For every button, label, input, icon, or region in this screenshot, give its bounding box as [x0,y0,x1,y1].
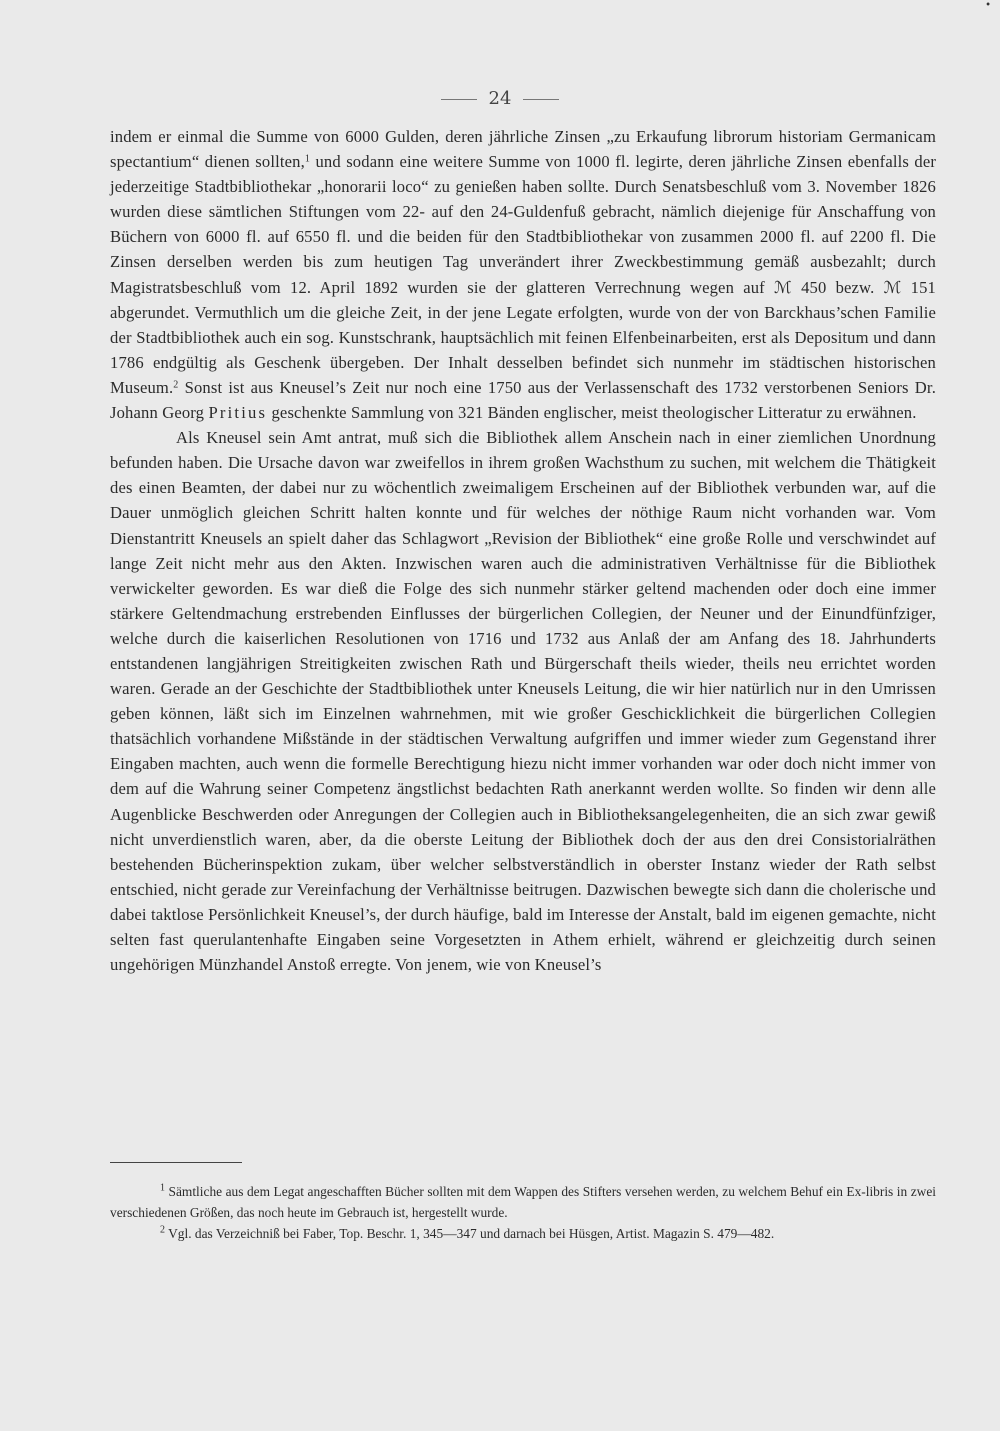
paragraph-1-part-4: geschenkte Sammlung von 321 Bänden englischer, meist theologischer Litteratur zu erwähnen. [267,403,917,423]
footnote-1-mark: 1 [160,1182,165,1194]
page-header [0,88,1000,109]
header-dash-left [441,99,477,100]
spaced-name: Pritius [208,403,268,423]
paragraph-1-part-3: Sonst ist aus Kneusel’s Zeit nur noch eine 1750 aus der Verlassenschaft des 1732 verstorbenen Seniors Dr. Johann Georg [110,377,936,423]
paragraph-2: Als Kneusel sein Amt antrat, muß sich die Bibliothek allem Anschein nach in einer ziemlichen Unordnung befunden haben. Die Ursache davon war zweifellos in ihrem großen Wachsthum zu suchen, mit welchem die Thätigkeit des einen Beamten, der dabei nur zu wöchentlich zweimaligem Erscheinen auf der Bibliothek verbunden war, auf die Dauer unmöglich gleichen Schritt halten konnte und für welches der nöthige Raum nicht vorhanden war. Vom Dienstantritt Kneusels an spielt daher das Schlagwort „Revision der Bibliothek“ eine große Rolle und verschwindet auf lange Zeit nicht mehr aus den Akten. Inzwischen waren auch die administrativen Verhältnisse für die Bibliothek verwickelter geworden. Es war dieß die Folge des sich nunmehr stärker geltend machenden oder doch eine immer stärkere Geltendmachung erstrebenden Einflusses der bürgerlichen Collegien, der Neuner und der Einundfünfziger, welche durch die kaiserlichen Resolutionen von 1716 und 1732 aus Anlaß der am Anfang des 18. Jahrhunderts entstandenen langjährigen Streitigkeiten zwischen Rath und Bürgerschaft theils wieder, theils neu errichtet worden waren. Gerade an der Geschichte der Stadtbibliothek unter Kneusels Leitung, die wir hier natürlich nur in den Umrissen geben können, läßt sich im Einzelnen wahrnehmen, mit wie großer Geschicklichkeit die bürgerlichen Collegien thatsächlich vorhandene Mißstände in der städtischen Verwaltung aufgriffen und immer wieder zum Gegenstand ihrer Eingaben machten, auch wenn die formelle Berechtigung hiezu nicht immer vorhanden war oder doch nicht immer von dem auf die Wahrung seiner Competenz ängstlichst bedachten Rath anerkannt werden wollte. So finden wir denn alle Augenblicke Beschwerden oder Anregungen der Collegien auch in Bibliotheksangelegenheiten, die an sich zwar gewiß nicht unverdienstlich waren, aber, da die oberste Leitung der Bibliothek doch der aus den drei Consistorialräthen bestehenden Bücherinspektion zukam, über welcher selbstverständlich in oberster Instanz wieder der Rath selbst entschied, nicht gerade zur Vereinfachung der Verhältnisse beitrugen. Dazwischen bewegte sich dann die cholerische und dabei taktlose Persönlichkeit Kneusel’s, der durch häufige, bald im Interesse der Anstalt, bald im eigenen gemachte, nicht selten fast querulantenhafte Eingaben seine Vorgesetzten in Athem erhielt, während er gleichzeitig durch seinen ungehörigen Münzhandel Anstoß erregte. Von jenem, wie von Kneusel’s [110,428,936,975]
footnote-2 [110,1223,936,1244]
paragraph-1 [110,124,936,425]
footnote-ref-1: 1 [304,153,311,165]
footnote-2-mark: 2 [160,1224,165,1236]
header-dash-right [523,99,559,100]
footnote-1-text: Sämtliche aus dem Legat angeschafften Bücher sollten mit dem Wappen des Stifters versehen werden, zu welchem Behuf ein Ex-libris in zwei verschiedenen Größen, das noch heute im Gebrauch ist, hergestellt wurde. [110,1184,936,1220]
footnote-rule [110,1162,242,1163]
footnotes [110,1181,936,1244]
page-number: 24 [488,88,512,109]
body-text [110,124,936,977]
footnote-ref-2: 2 [173,379,179,391]
corner-mark: • [985,0,991,11]
paragraph-1-part-1: indem er einmal die Summe von 6000 Gulden, deren jährliche Zinsen „zu Erkaufung librorum historiam Germanicam spectantium“ dienen sollten, [110,127,936,172]
footnote-2-text: Vgl. das Verzeichniß bei Faber, Top. Beschr. 1, 345—347 und darnach bei Hüsgen, Artist. Magazin S. 479—482. [168,1226,775,1241]
paragraph-1-part-2: und sodann eine weitere Summe von 1000 fl. legirte, deren jährliche Zinsen ebenfalls der jederzeitige Stadtbibliothekar „honorarii loco“ zu genießen haben sollte. Durch Senatsbeschluß vom 3. November 1826 wurden diese sämtlichen Stiftungen vom 22- auf den 24-Guldenfuß gebracht, nämlich diejenige für Anschaffung von Büchern von 6000 fl. auf 6550 fl. und die beiden für den Stadtbibliothekar von zusammen 2000 fl. auf 2200 fl. Die Zinsen derselben werden bis zum heutigen Tag unverändert ihrer Zweckbestimmung gemäß ausbezahlt; durch Magistratsbeschluß vom 12. April 1892 wurden sie der glatteren Verrechnung wegen auf ℳ 450 bezw. ℳ 151 abgerundet. Vermuthlich um die gleiche Zeit, in der jene Legate erfolgten, wurde von der von Barckhaus’schen Familie der Stadtbibliothek auch ein sog. Kunstschrank, hauptsächlich mit feinen Elfenbeinarbeiten, erst als Depositum und dann 1786 endgültig als Geschenk übergeben. Der Inhalt desselben befindet sich nunmehr im städtischen historischen Museum. [110,152,937,397]
footnote-1 [110,1181,936,1223]
